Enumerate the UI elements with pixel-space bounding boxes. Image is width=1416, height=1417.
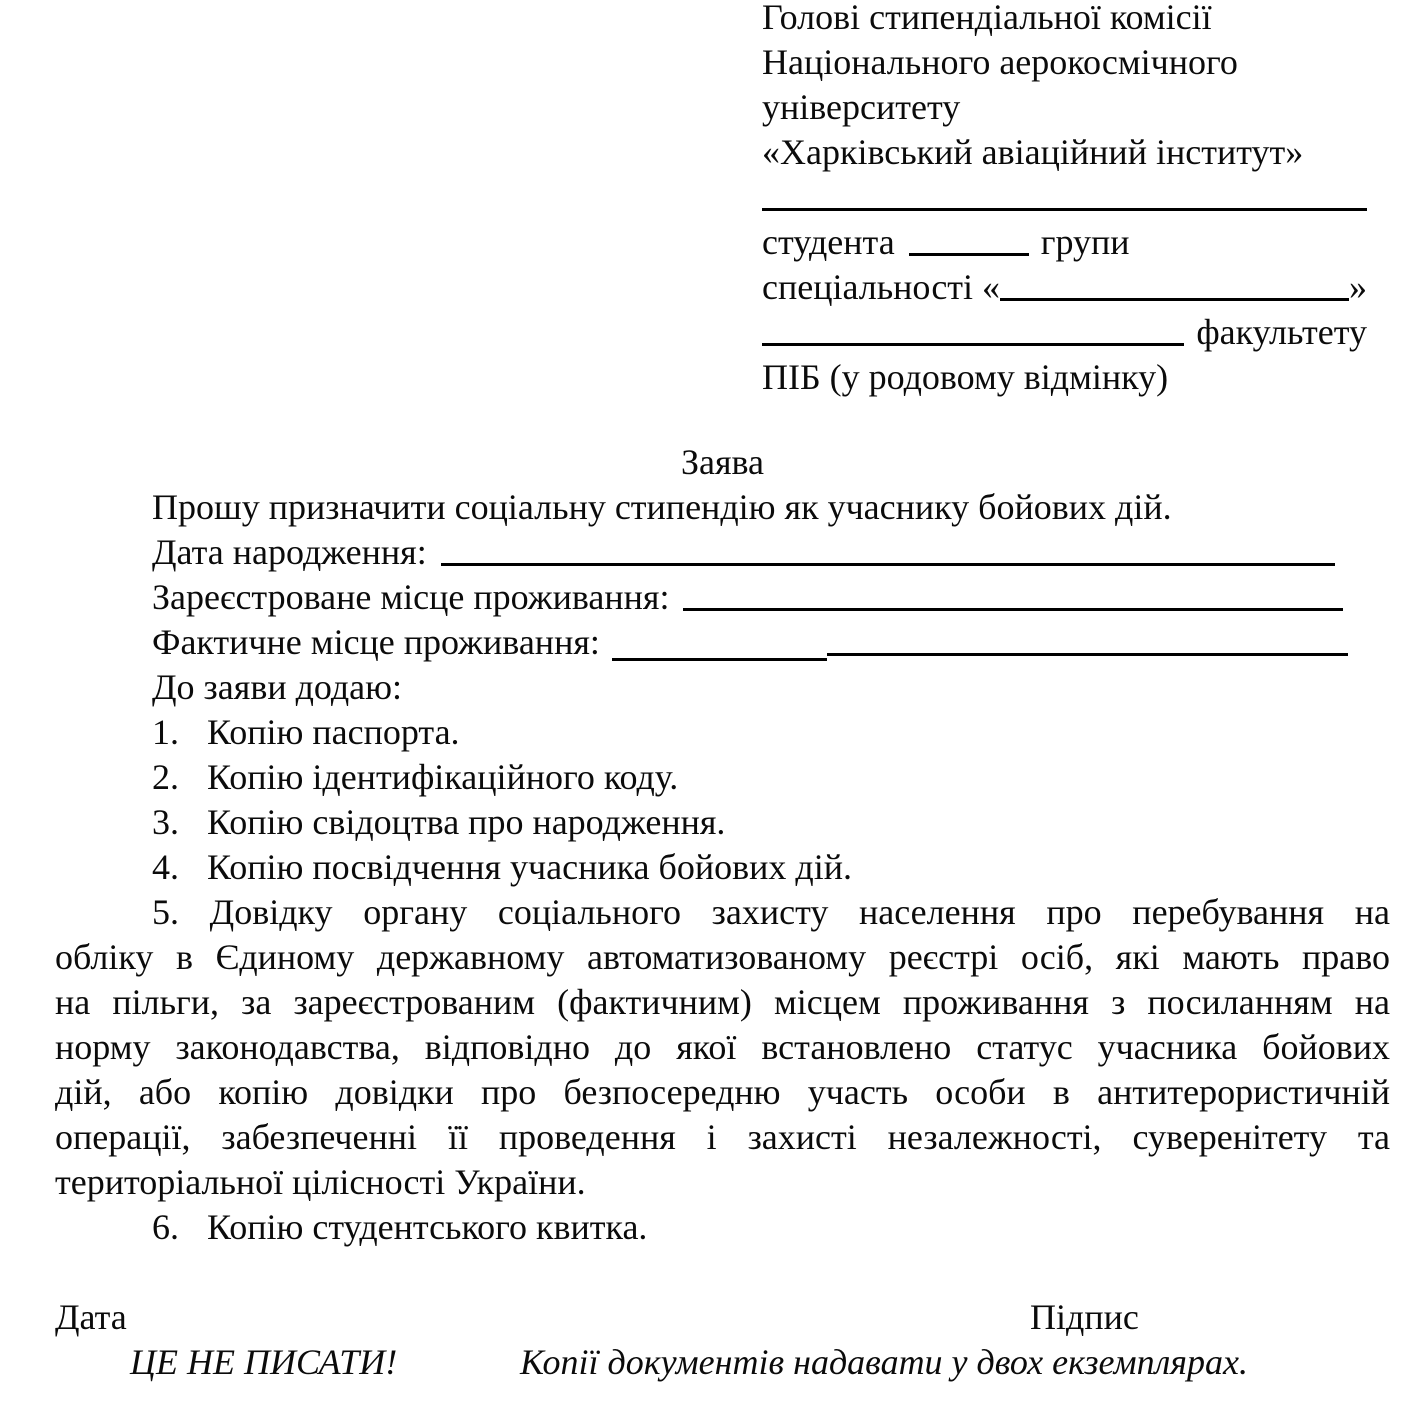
list-item-3 [55, 800, 1390, 845]
student-label: студента [762, 222, 895, 262]
list-item-3-text: Копію свідоцтва про народження. [207, 802, 726, 842]
pib-note-line: ПІБ (у родовому відмінку) [762, 357, 1169, 397]
list-item-2-text: Копію ідентифікаційного коду. [207, 757, 679, 797]
group-label: групи [1040, 222, 1130, 262]
list-item-1-number: 1. [152, 712, 179, 752]
faculty-label: факультету [1196, 312, 1367, 352]
list-item-5-line-6: операції, забезпеченні її проведення і захисті незалежності, суверенітету та [55, 1117, 1390, 1157]
list-item-5-line-7: територіальної цілісності України. [55, 1162, 586, 1202]
registered-address-field-underline [683, 575, 1343, 611]
actual-address-field-underline-2 [827, 620, 1348, 656]
addressee-line-3: університету [762, 87, 961, 127]
faculty-line [762, 310, 1367, 355]
name-field-underline [762, 175, 1367, 211]
registered-address-label: Зареєстроване місце проживання: [152, 577, 670, 617]
group-field-underline [909, 220, 1029, 256]
addressee-line-2: Національного аерокосмічного [762, 42, 1238, 82]
list-item-4-number: 4. [152, 847, 179, 887]
spacer-line [55, 1250, 1390, 1295]
specialty-line [762, 265, 1367, 310]
request-line: Прошу призначити соціальну стипендію як учаснику бойових дій. [152, 487, 1172, 527]
name-blank-line [762, 175, 1367, 220]
birth-date-field-underline [441, 530, 1335, 566]
list-item-1-text: Копію паспорта. [207, 712, 460, 752]
specialty-close-quote: » [1349, 267, 1367, 307]
specialty-field-underline [1000, 265, 1349, 301]
list-item-3-number: 3. [152, 802, 179, 842]
actual-address-label: Фактичне місце проживання: [152, 622, 600, 662]
date-label: Дата [55, 1297, 127, 1337]
attachments-intro: До заяви додаю: [152, 667, 403, 707]
list-item-2 [55, 755, 1390, 800]
list-item-5-line-3: на пільги, за зареєстрованим (фактичним) місцем проживання з посиланням на [55, 982, 1390, 1022]
actual-address-line [55, 620, 1390, 665]
specialty-label: спеціальності « [762, 267, 1001, 307]
list-item-2-number: 2. [152, 757, 179, 797]
list-item-5-line-4: норму законодавства, відповідно до якої встановлено статус учасника бойових [55, 1027, 1390, 1067]
birth-date-label: Дата народження: [152, 532, 427, 572]
signature-label: Підпис [1030, 1297, 1139, 1337]
footnote-line [55, 1340, 1390, 1385]
list-item-6 [55, 1205, 1390, 1250]
application-body [55, 440, 1390, 1385]
date-signature-line [55, 1295, 1390, 1340]
list-item-5-line-5: дій, або копію довідки про безпосередню участь особи в антитерористичній [55, 1072, 1390, 1112]
actual-address-field-underline-1 [612, 620, 827, 661]
list-item-5-line-1: 5. Довідку органу соціального захисту населення про перебування на [152, 892, 1390, 932]
list-item-5-line-2: обліку в Єдиному державному автоматизованому реєстрі осіб, які мають право [55, 937, 1390, 977]
addressee-block [762, 0, 1367, 400]
list-item-6-text: Копію студентського квитка. [207, 1207, 648, 1247]
list-item-1 [55, 710, 1390, 755]
student-group-line [762, 220, 1367, 265]
registered-address-line [55, 575, 1390, 620]
do-not-write-warning: ЦЕ НЕ ПИСАТИ! [130, 1342, 398, 1382]
list-item-4 [55, 845, 1390, 890]
birth-date-line [55, 530, 1390, 575]
addressee-line-1: Голові стипендіальної комісії [762, 0, 1212, 37]
addressee-line-4: «Харківський авіаційний інститут» [762, 132, 1304, 172]
copies-note: Копії документів надавати у двох екземплярах. [520, 1342, 1249, 1382]
list-item-6-number: 6. [152, 1207, 179, 1247]
faculty-field-underline [762, 310, 1184, 346]
list-item-4-text: Копію посвідчення учасника бойових дій. [207, 847, 852, 887]
document-title: Заява [680, 442, 765, 482]
